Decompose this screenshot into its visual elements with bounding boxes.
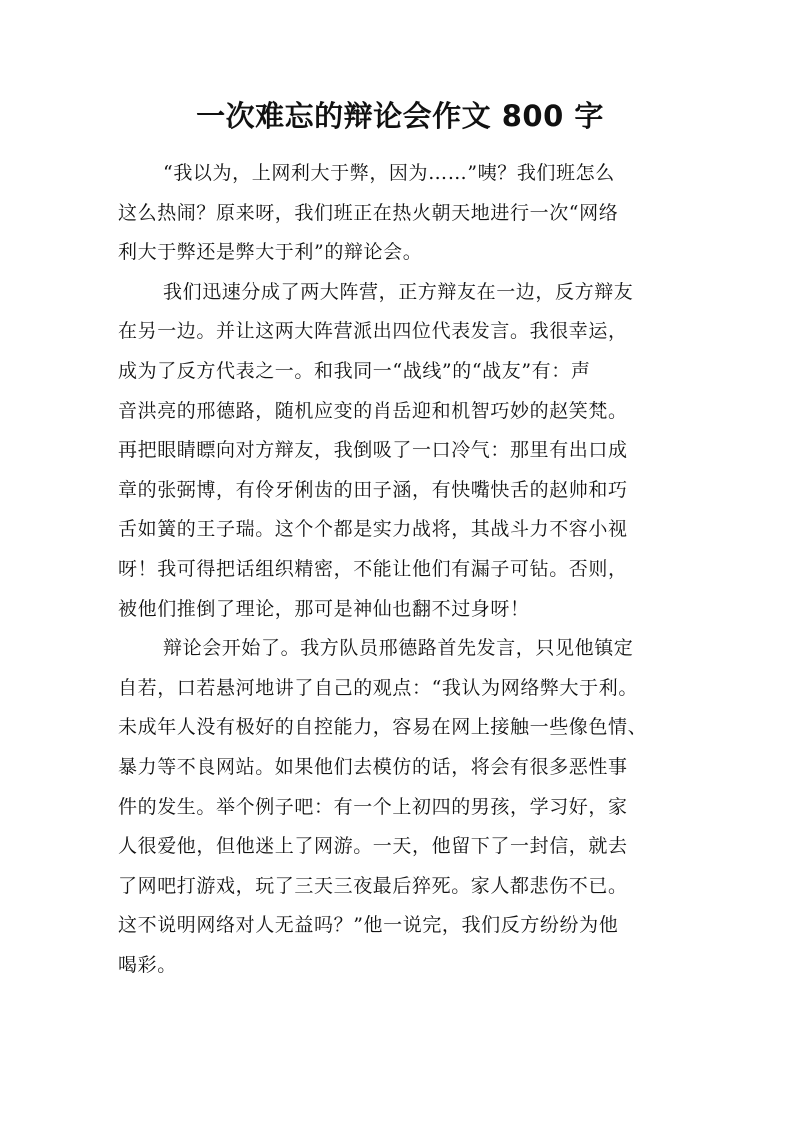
text-line: 辩论会开始了。我方队员邢德路首先发言，只见他镇定 bbox=[163, 637, 634, 660]
paragraph-2 bbox=[118, 273, 690, 629]
text-line: 暴力等不良网站。如果他们去模仿的话，将会有很多恶性事 bbox=[118, 755, 628, 778]
paragraph-3 bbox=[118, 629, 690, 985]
paragraph-1 bbox=[118, 154, 690, 273]
text-line: 成为了反方代表之一。和我同一“战线”的“战友”有：声 bbox=[118, 359, 591, 382]
text-line: 我们迅速分成了两大阵营，正方辩友在一边，反方辩友 bbox=[163, 280, 634, 303]
text-line: 被他们推倒了理论，那可是神仙也翻不过身呀！ bbox=[118, 597, 530, 620]
text-line: 喝彩。 bbox=[118, 953, 177, 976]
text-line: 这不说明网络对人无益吗？”他一说完，我们反方纷纷为他 bbox=[118, 914, 619, 937]
text-line: 音洪亮的邢德路，随机应变的肖岳迎和机智巧妙的赵笑梵。 bbox=[118, 399, 628, 422]
text-line: 利大于弊还是弊大于利”的辩论会。 bbox=[118, 241, 423, 264]
text-line: 了网吧打游戏，玩了三天三夜最后猝死。家人都悲伤不已。 bbox=[118, 874, 628, 897]
text-line: 章的张弼博，有伶牙俐齿的田子涵，有快嘴快舌的赵帅和巧 bbox=[118, 478, 628, 501]
text-line: 再把眼睛瞟向对方辩友，我倒吸了一口冷气：那里有出口成 bbox=[118, 439, 628, 462]
document-title: 一次难忘的辩论会作文 800 字 bbox=[196, 99, 604, 133]
text-line: 自若，口若悬河地讲了自己的观点：“我认为网络弊大于利。 bbox=[118, 676, 638, 699]
text-line: 在另一边。并让这两大阵营派出四位代表发言。我很幸运， bbox=[118, 320, 628, 343]
text-line: 这么热闹？原来呀，我们班正在热火朝天地进行一次“网络 bbox=[118, 201, 619, 224]
text-line: 未成年人没有极好的自控能力，容易在网上接触一些像色情、 bbox=[118, 716, 648, 739]
text-line: 人很爱他，但他迷上了网游。一天，他留下了一封信，就去 bbox=[118, 835, 628, 858]
text-line: 呀！我可得把话组织精密，不能让他们有漏子可钻。否则， bbox=[118, 557, 628, 580]
text-line: “我以为，上网利大于弊，因为……”咦？我们班怎么 bbox=[163, 162, 615, 184]
text-line: 舌如簧的王子瑞。这个个都是实力战将，其战斗力不容小视 bbox=[118, 518, 628, 541]
essay-body bbox=[118, 154, 690, 985]
text-line: 件的发生。举个例子吧：有一个上初四的男孩，学习好，家 bbox=[118, 795, 628, 818]
